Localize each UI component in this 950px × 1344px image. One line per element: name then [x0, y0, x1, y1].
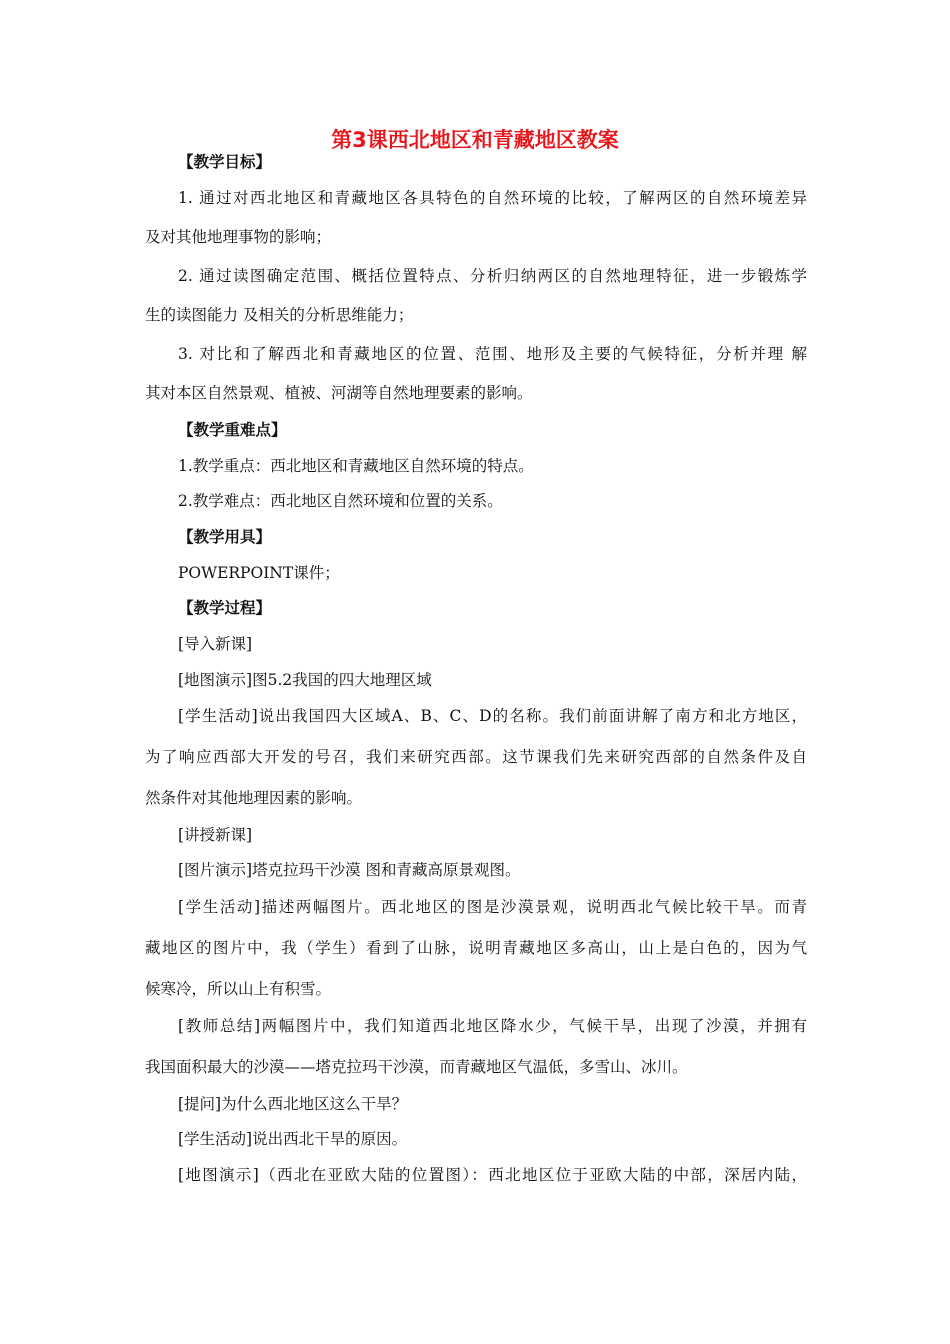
heading-key-points: 【教学重难点】 — [178, 421, 287, 439]
paragraph-line: 我国面积最大的沙漠——塔克拉玛干沙漠，而青藏地区气温低，多雪山、冰川。 — [145, 1058, 688, 1076]
paragraph-line: 2.教学难点：西北地区自然环境和位置的关系。 — [178, 492, 503, 510]
paragraph-line: 2. 通过读图确定范围、概括位置特点、分析归纳两区的自然地理特征，进一步锻炼学 — [178, 267, 807, 285]
paragraph-line: POWERPOINT课件； — [178, 564, 340, 582]
paragraph-line: 其对本区自然景观、植被、河湖等自然地理要素的影响。 — [145, 384, 533, 402]
paragraph-line: [导入新课] — [178, 635, 253, 653]
paragraph-line: 候寒冷，所以山上有积雪。 — [145, 980, 332, 998]
paragraph-line: [学生活动]说出我国四大区域A、B、C、D的名称。我们前面讲解了南方和北方地区， — [178, 707, 807, 725]
paragraph-line: 3. 对比和了解西北和青藏地区的位置、范围、地形及主要的气候特征，分析并理 解 — [178, 345, 807, 363]
paragraph-line: 然条件对其他地理因素的影响。 — [145, 789, 363, 807]
paragraph-line: 藏地区的图片中，我（学生）看到了山脉，说明青藏地区多高山，山上是白色的，因为气 — [145, 939, 807, 957]
paragraph-line: 1. 通过对西北地区和青藏地区各具特色的自然环境的比较，了解两区的自然环境差异 — [178, 189, 807, 207]
paragraph-line: [讲授新课] — [178, 826, 253, 844]
paragraph-line: 1.教学重点：西北地区和青藏地区自然环境的特点。 — [178, 457, 534, 475]
paragraph-line: [教师总结]两幅图片中，我们知道西北地区降水少，气候干旱，出现了沙漠，并拥有 — [178, 1017, 807, 1035]
heading-teaching-process: 【教学过程】 — [178, 599, 272, 617]
paragraph-line: 生的读图能力 及相关的分析思维能力； — [145, 306, 414, 324]
paragraph-line: [学生活动]描述两幅图片。西北地区的图是沙漠景观，说明西北气候比较干旱。而青 — [178, 898, 807, 916]
document-title: 第3课西北地区和青藏地区教案 — [331, 128, 619, 152]
paragraph-line: [图片演示]塔克拉玛干沙漠 图和青藏高原景观图。 — [178, 861, 521, 879]
paragraph-line: [提问]为什么西北地区这么干旱？ — [178, 1095, 408, 1113]
paragraph-line: [地图演示]（西北在亚欧大陆的位置图）：西北地区位于亚欧大陆的中部，深居内陆， — [178, 1166, 807, 1184]
paragraph-line: 及对其他地理事物的影响； — [145, 228, 332, 246]
heading-teaching-tools: 【教学用具】 — [178, 528, 272, 546]
paragraph-line: 为了响应西部大开发的号召，我们来研究西部。这节课我们先来研究西部的自然条件及自 — [145, 748, 807, 766]
paragraph-line: [地图演示]图5.2我国的四大地理区域 — [178, 671, 432, 689]
heading-teaching-goals: 【教学目标】 — [178, 153, 272, 171]
paragraph-line: [学生活动]说出西北干旱的原因。 — [178, 1130, 408, 1148]
